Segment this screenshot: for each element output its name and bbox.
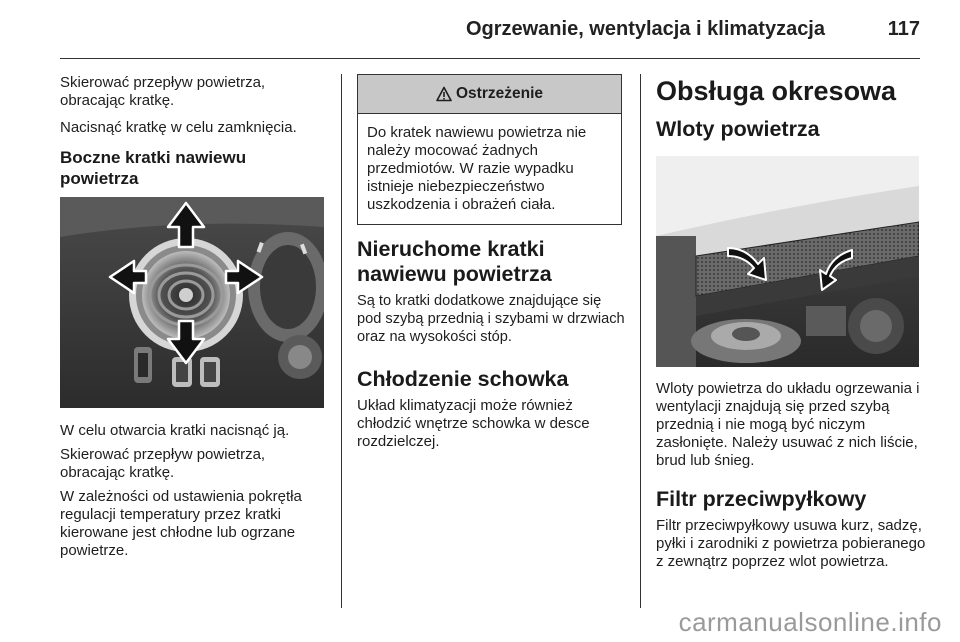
side-vent-illustration	[60, 197, 324, 408]
warning-header	[358, 75, 621, 114]
warning-body	[358, 114, 621, 224]
section-heading: Boczne kratki nawiewu powietrza	[60, 148, 247, 188]
page-number: 117	[887, 18, 920, 40]
section-heading: Nieruchome kratki nawiewu powietrza	[357, 237, 552, 286]
paragraph: Skierować przepływ powietrza, obracając kratkę.	[60, 446, 266, 481]
air-intake-illustration	[656, 156, 919, 367]
paragraph: Skierować przepływ powietrza, obracając kratkę.	[60, 74, 266, 109]
warning-box	[357, 74, 622, 225]
column-divider	[341, 74, 342, 608]
header-title: Ogrzewanie, wentylacja i klimatyzacja	[465, 18, 825, 40]
paragraph: W celu otwarcia kratki nacisnąć ją.	[60, 422, 290, 439]
paragraph: Układ klimatyzacji może również chłodzić wnętrze schowka w desce rozdzielczej.	[357, 397, 590, 450]
paragraph: Wloty powietrza do układu ogrzewania i wentylacji znajdują się przed szybą przednią i nie mogą być niczym zasłonięte. Należy usuwać z nich liście, brud lub śnieg.	[656, 380, 920, 469]
main-heading: Obsługa okresowa	[656, 76, 897, 106]
page-header	[60, 0, 920, 58]
warning-title: Ostrzeżenie	[455, 85, 543, 102]
column-left	[60, 74, 326, 560]
side-vent-figure	[60, 197, 324, 408]
column-right	[656, 74, 926, 571]
watermark: carmanualsonline.info	[678, 607, 942, 637]
column-middle	[357, 74, 627, 451]
paragraph: Filtr przeciwpyłkowy usuwa kurz, sadzę, pyłki i zarodniki z powietrza pobieranego z zewnątrz poprzez wlot powietrza.	[656, 517, 926, 570]
warning-triangle-icon	[436, 86, 452, 102]
warning-text: Do kratek nawiewu powietrza nie należy mocować żadnych przedmiotów. W razie wypadku istnieje niebezpieczeństwo uszkodzenia i obrażeń ciała.	[367, 124, 587, 213]
header-rule	[60, 58, 920, 59]
air-intake-figure	[656, 156, 919, 367]
paragraph: W zależności od ustawienia pokrętła regulacji temperatury przez kratki kierowane jest chłodne lub ogrzane powietrze.	[60, 488, 302, 559]
section-heading: Wloty powietrza	[656, 117, 820, 141]
paragraph: Nacisnąć kratkę w celu zamknięcia.	[60, 119, 297, 136]
paragraph: Są to kratki dodatkowe znajdujące się pod szybą przednią i szybami w drzwiach oraz na wysokości stóp.	[357, 293, 625, 345]
section-heading: Chłodzenie schowka	[357, 367, 569, 391]
section-heading: Filtr przeciwpyłkowy	[656, 487, 867, 511]
column-divider	[640, 74, 641, 608]
